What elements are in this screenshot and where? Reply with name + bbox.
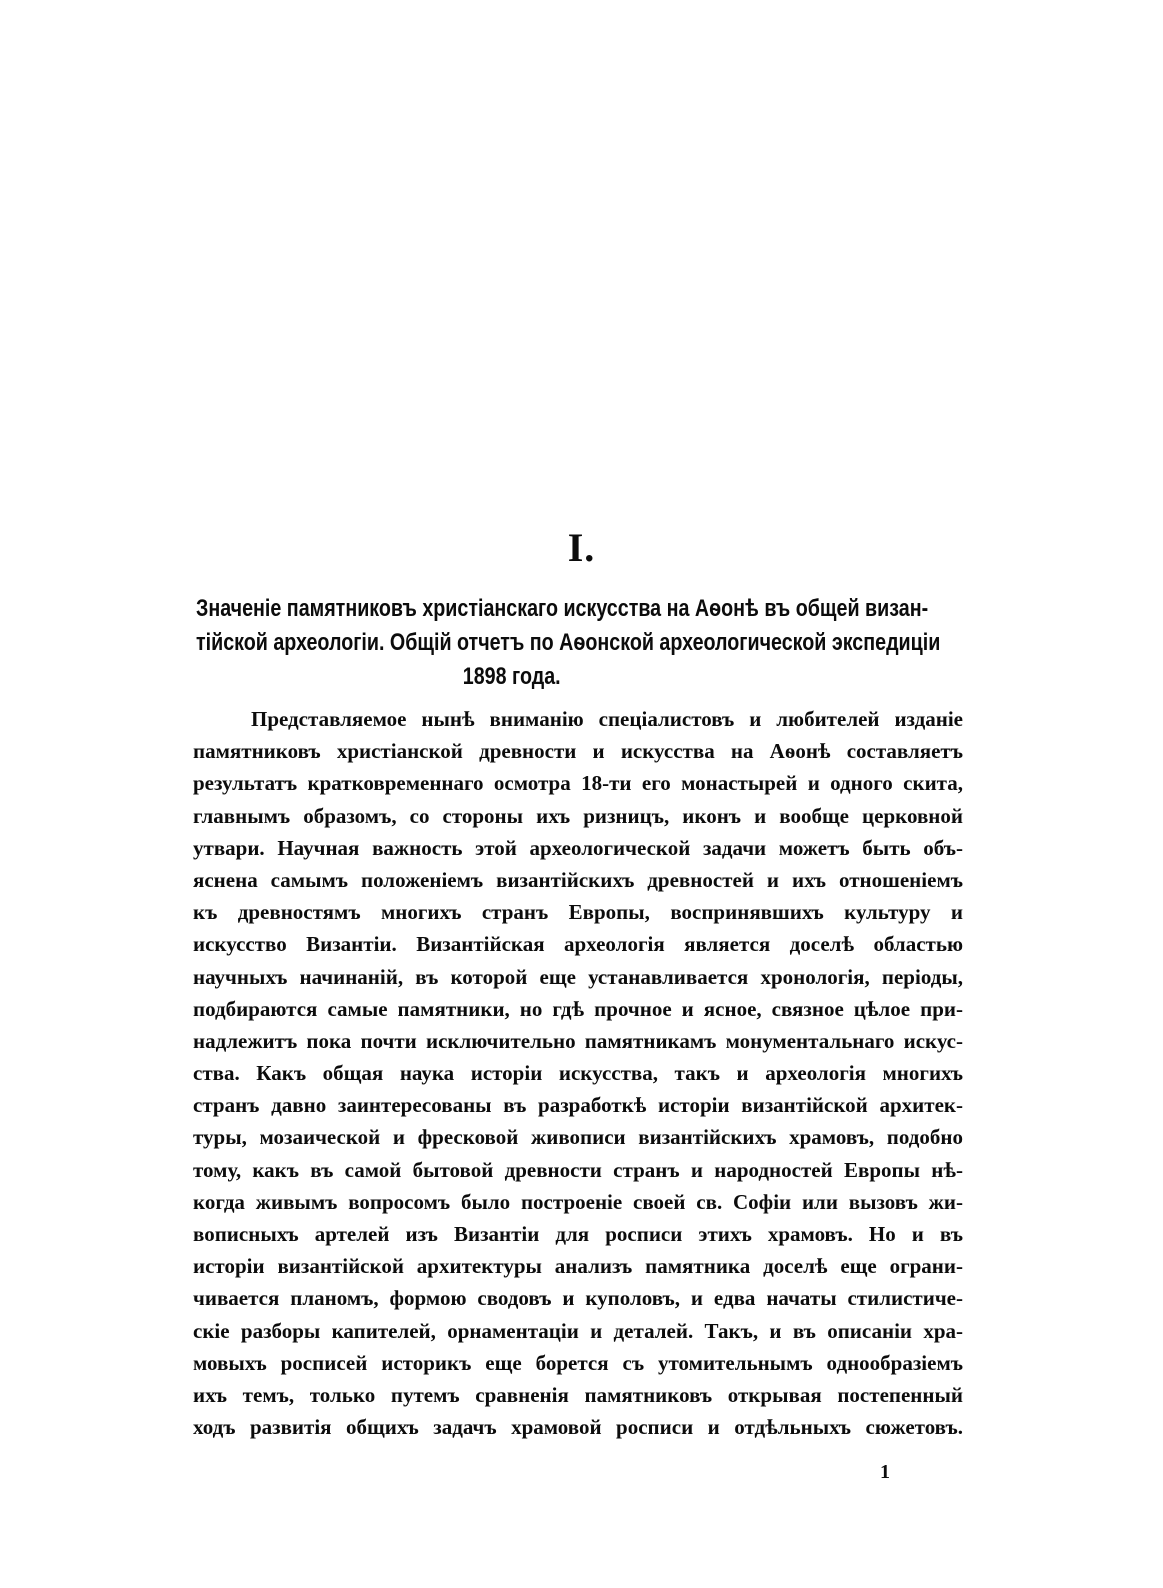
text-line: искусство Византіи. Византійская археологія является доселѣ областью xyxy=(193,932,963,957)
text-line: чивается планомъ, формою сводовъ и куполовъ, и едва начаты стилистиче- xyxy=(193,1286,963,1311)
text-line: вописныхъ артелей изъ Византіи для росписи этихъ храмовъ. Но и въ xyxy=(193,1222,963,1246)
text-line: странъ давно заинтересованы въ разработкѣ исторіи византійской архитек- xyxy=(193,1093,963,1118)
text-line: утвари. Научная важность этой археологической задачи можетъ быть объ- xyxy=(193,835,963,860)
text-line: ходъ развитія общихъ задачъ храмовой росписи и отдѣльныхъ сюжетовъ. xyxy=(193,1415,963,1440)
text-line: тому, какъ въ самой бытовой древности странъ и народностей Европы нѣ- xyxy=(193,1157,963,1182)
chapter-number: I. xyxy=(567,525,596,570)
text-line: мовыхъ росписей историкъ еще борется съ утомительнымъ однообразіемъ xyxy=(193,1350,963,1375)
text-line: памятниковъ христіанской древности и искусства на Аѳонѣ составляетъ xyxy=(193,739,963,764)
text-line: Представляемое нынѣ вниманію спеціалистовъ и любителей изданіе xyxy=(251,707,963,731)
text-line: научныхъ начинаній, въ которой еще устанавливается хронологія, періоды, xyxy=(193,964,963,989)
chapter-heading xyxy=(196,592,967,694)
body-paragraph xyxy=(193,703,963,1443)
page-number: 1 xyxy=(880,1461,890,1483)
heading-line: 1898 года. xyxy=(462,663,561,690)
text-line: къ древностямъ многихъ странъ Европы, воспринявшихъ культуру и xyxy=(193,900,963,925)
text-line: туры, мозаической и фресковой живописи византійскихъ храмовъ, подобно xyxy=(193,1125,963,1150)
text-line: результатъ кратковременнаго осмотра 18-ти его монастырей и одного скита, xyxy=(193,771,963,796)
text-line: скіе разборы капителей, орнаментаціи и деталей. Такъ, и въ описаніи хра- xyxy=(193,1318,963,1343)
text-line: исторіи византійской архитектуры анализъ памятника доселѣ еще ограни- xyxy=(193,1254,963,1279)
text-line: надлежитъ пока почти исключительно памятникамъ монументальнаго искус- xyxy=(193,1028,963,1053)
text-line: ства. Какъ общая наука исторіи искусства, такъ и археологія многихъ xyxy=(193,1061,963,1086)
text-line: подбираются самые памятники, но гдѣ прочное и ясное, связное цѣлое при- xyxy=(193,996,963,1021)
text-line: когда живымъ вопросомъ было построеніе своей св. Софіи или вызовъ жи- xyxy=(193,1189,963,1214)
text-line: ихъ темъ, только путемъ сравненія памятниковъ открывая постепенный xyxy=(193,1382,963,1407)
text-line: яснена самымъ положеніемъ византійскихъ древностей и ихъ отношеніемъ xyxy=(193,867,963,892)
text-line: главнымъ образомъ, со стороны ихъ ризницъ, иконъ и вообще церковной xyxy=(193,803,963,828)
heading-line: тійской археологіи. Общій отчетъ по Аѳонской археологической экспедиціи xyxy=(196,629,941,656)
heading-line: Значеніе памятниковъ христіанскаго искусства на Аѳонѣ въ общей визан- xyxy=(196,595,929,622)
